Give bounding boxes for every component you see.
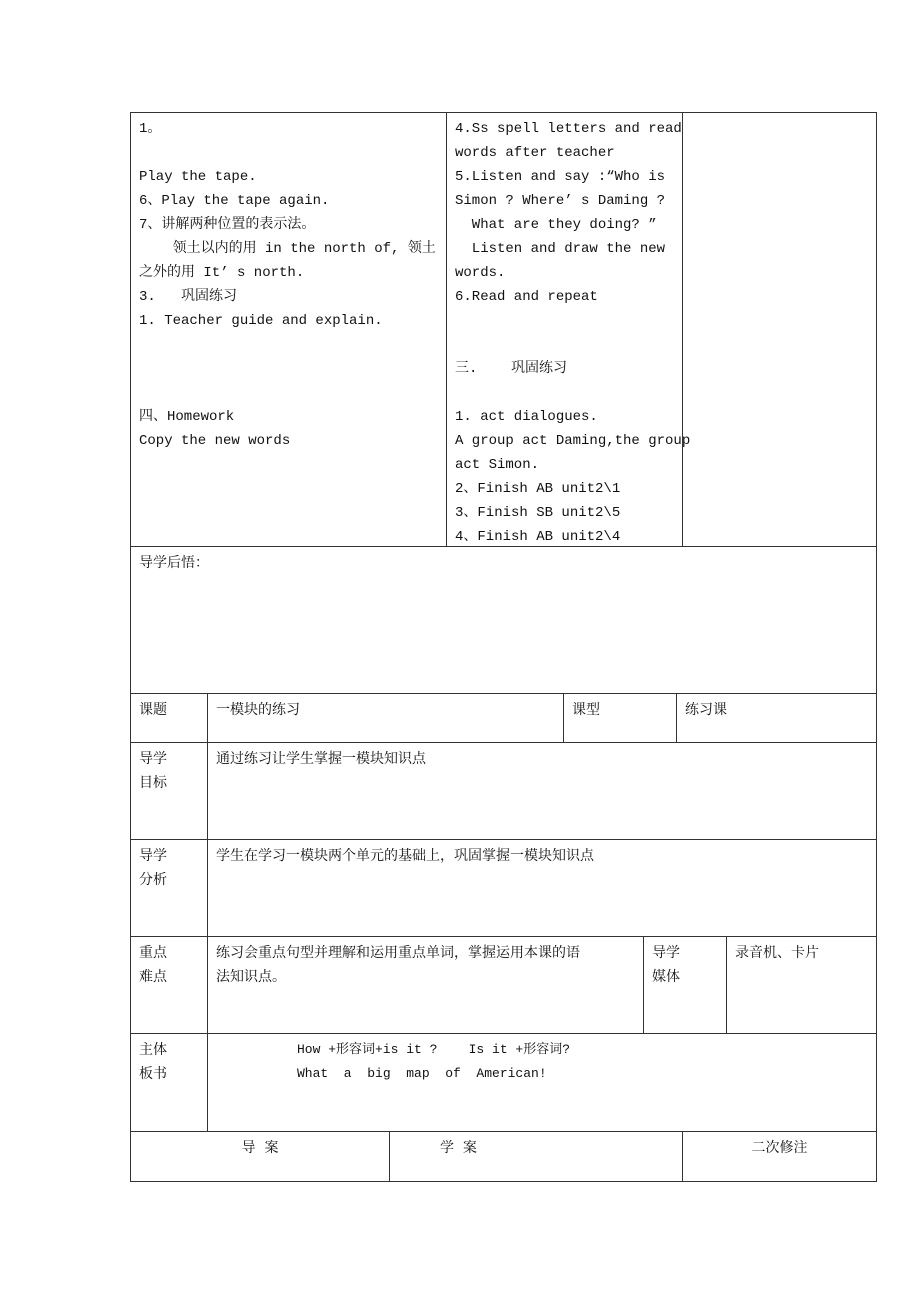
topic-label: 课题 [139, 702, 167, 718]
revision-notes-cell [682, 112, 877, 547]
label-line: 目标 [139, 775, 167, 791]
topic-label-cell [130, 693, 208, 743]
reflection-label: 导学后悟： [139, 555, 209, 571]
text-line: 2、Finish AB unit2\1 [455, 481, 621, 497]
label-line: 导学 [652, 945, 680, 961]
topic-value: 一模块的练习 [216, 702, 300, 718]
board-line: How +形容词+is it ? Is it +形容词? [297, 1042, 571, 1057]
text-line: 6、Play the tape again. [139, 193, 330, 209]
label-line: 导学 [139, 751, 167, 767]
key-points-label [139, 941, 167, 989]
text-line: A group act Daming,the group [455, 433, 691, 449]
media-value-cell [726, 936, 877, 1034]
label-line: 重点 [139, 945, 167, 961]
board-value-cell [207, 1033, 877, 1132]
topic-value-cell [207, 693, 564, 743]
text-line: words. [455, 265, 506, 281]
lesson-type-label: 课型 [572, 702, 600, 718]
analysis-label-cell [130, 839, 208, 937]
goal-label [139, 747, 167, 795]
text-line [455, 309, 678, 333]
goal-value-cell [207, 742, 877, 840]
media-label [652, 941, 680, 989]
key-points-value-cell [207, 936, 644, 1034]
text-line: 1。 [139, 121, 162, 137]
footer-student-plan-cell [389, 1131, 683, 1182]
board-label-cell [130, 1033, 208, 1132]
text-line: 1. act dialogues. [455, 409, 598, 425]
text-line: Listen and draw the new [455, 241, 666, 257]
footer-revision-cell [682, 1131, 877, 1182]
text-line [455, 333, 678, 357]
label-line: 难点 [139, 969, 167, 985]
footer-teacher-plan-cell [130, 1131, 390, 1182]
text-line: words after teacher [455, 145, 615, 161]
footer-student-plan: 学 案 [440, 1140, 477, 1156]
text-line: 法知识点。 [216, 969, 286, 985]
footer-revision: 二次修注 [751, 1140, 808, 1156]
text-line: act Simon. [455, 457, 540, 473]
reflection-cell [130, 546, 877, 694]
media-value: 录音机、卡片 [735, 945, 819, 961]
text-line: 4.Ss spell letters and read [455, 121, 682, 137]
key-points-value [216, 941, 580, 989]
analysis-value-cell [207, 839, 877, 937]
goal-label-cell [130, 742, 208, 840]
text-line: 3. 巩固练习 [139, 289, 238, 305]
teacher-procedure-cell [130, 112, 447, 547]
text-line: 6.Read and repeat [455, 289, 598, 305]
key-points-label-cell [130, 936, 208, 1034]
analysis-value: 学生在学习一模块两个单元的基础上，巩固掌握一模块知识点 [216, 848, 594, 864]
text-line: 1. Teacher guide and explain. [139, 313, 383, 329]
text-line: 5.Listen and say :“Who is [455, 169, 666, 185]
label-line: 分析 [139, 872, 167, 888]
board-label [139, 1038, 167, 1086]
text-line: 四、Homework [139, 409, 235, 425]
label-line: 主体 [139, 1042, 167, 1058]
student-procedure-cell [446, 112, 691, 547]
lesson-type-label-cell [563, 693, 677, 743]
media-label-cell [643, 936, 727, 1034]
board-content [297, 1038, 570, 1086]
text-line: 三. 巩固练习 [455, 361, 568, 377]
lesson-type-value: 练习课 [685, 702, 727, 718]
goal-value: 通过练习让学生掌握一模块知识点 [216, 751, 426, 767]
text-line [139, 141, 442, 165]
label-line: 媒体 [652, 969, 680, 985]
label-line: 导学 [139, 848, 167, 864]
text-line: Simon ? Where’ s Daming ? [455, 193, 666, 209]
text-line: 7、讲解两种位置的表示法。 [139, 217, 316, 233]
text-line: What are they doing? ” [455, 217, 657, 233]
teacher-procedure-lines [139, 117, 442, 453]
text-line: 领土以内的用 in the north of, 领土 [139, 241, 436, 257]
text-line [139, 357, 442, 381]
text-line: 之外的用 It’ s north. [139, 265, 305, 281]
text-line [139, 381, 442, 405]
footer-teacher-plan: 导 案 [241, 1140, 279, 1156]
text-line: 3、Finish SB unit2\5 [455, 505, 621, 521]
lesson-type-value-cell [676, 693, 877, 743]
board-line: What a big map of American! [297, 1066, 547, 1081]
student-procedure-lines [455, 117, 691, 549]
text-line [139, 333, 442, 357]
text-line: Play the tape. [139, 169, 257, 185]
analysis-label [139, 844, 167, 892]
text-line: 4、Finish AB unit2\4 [455, 529, 621, 545]
label-line: 板书 [139, 1066, 167, 1082]
text-line: Copy the new words [139, 433, 291, 449]
text-line [455, 381, 678, 405]
text-line: 练习会重点句型并理解和运用重点单词，掌握运用本课的语 [216, 945, 580, 961]
